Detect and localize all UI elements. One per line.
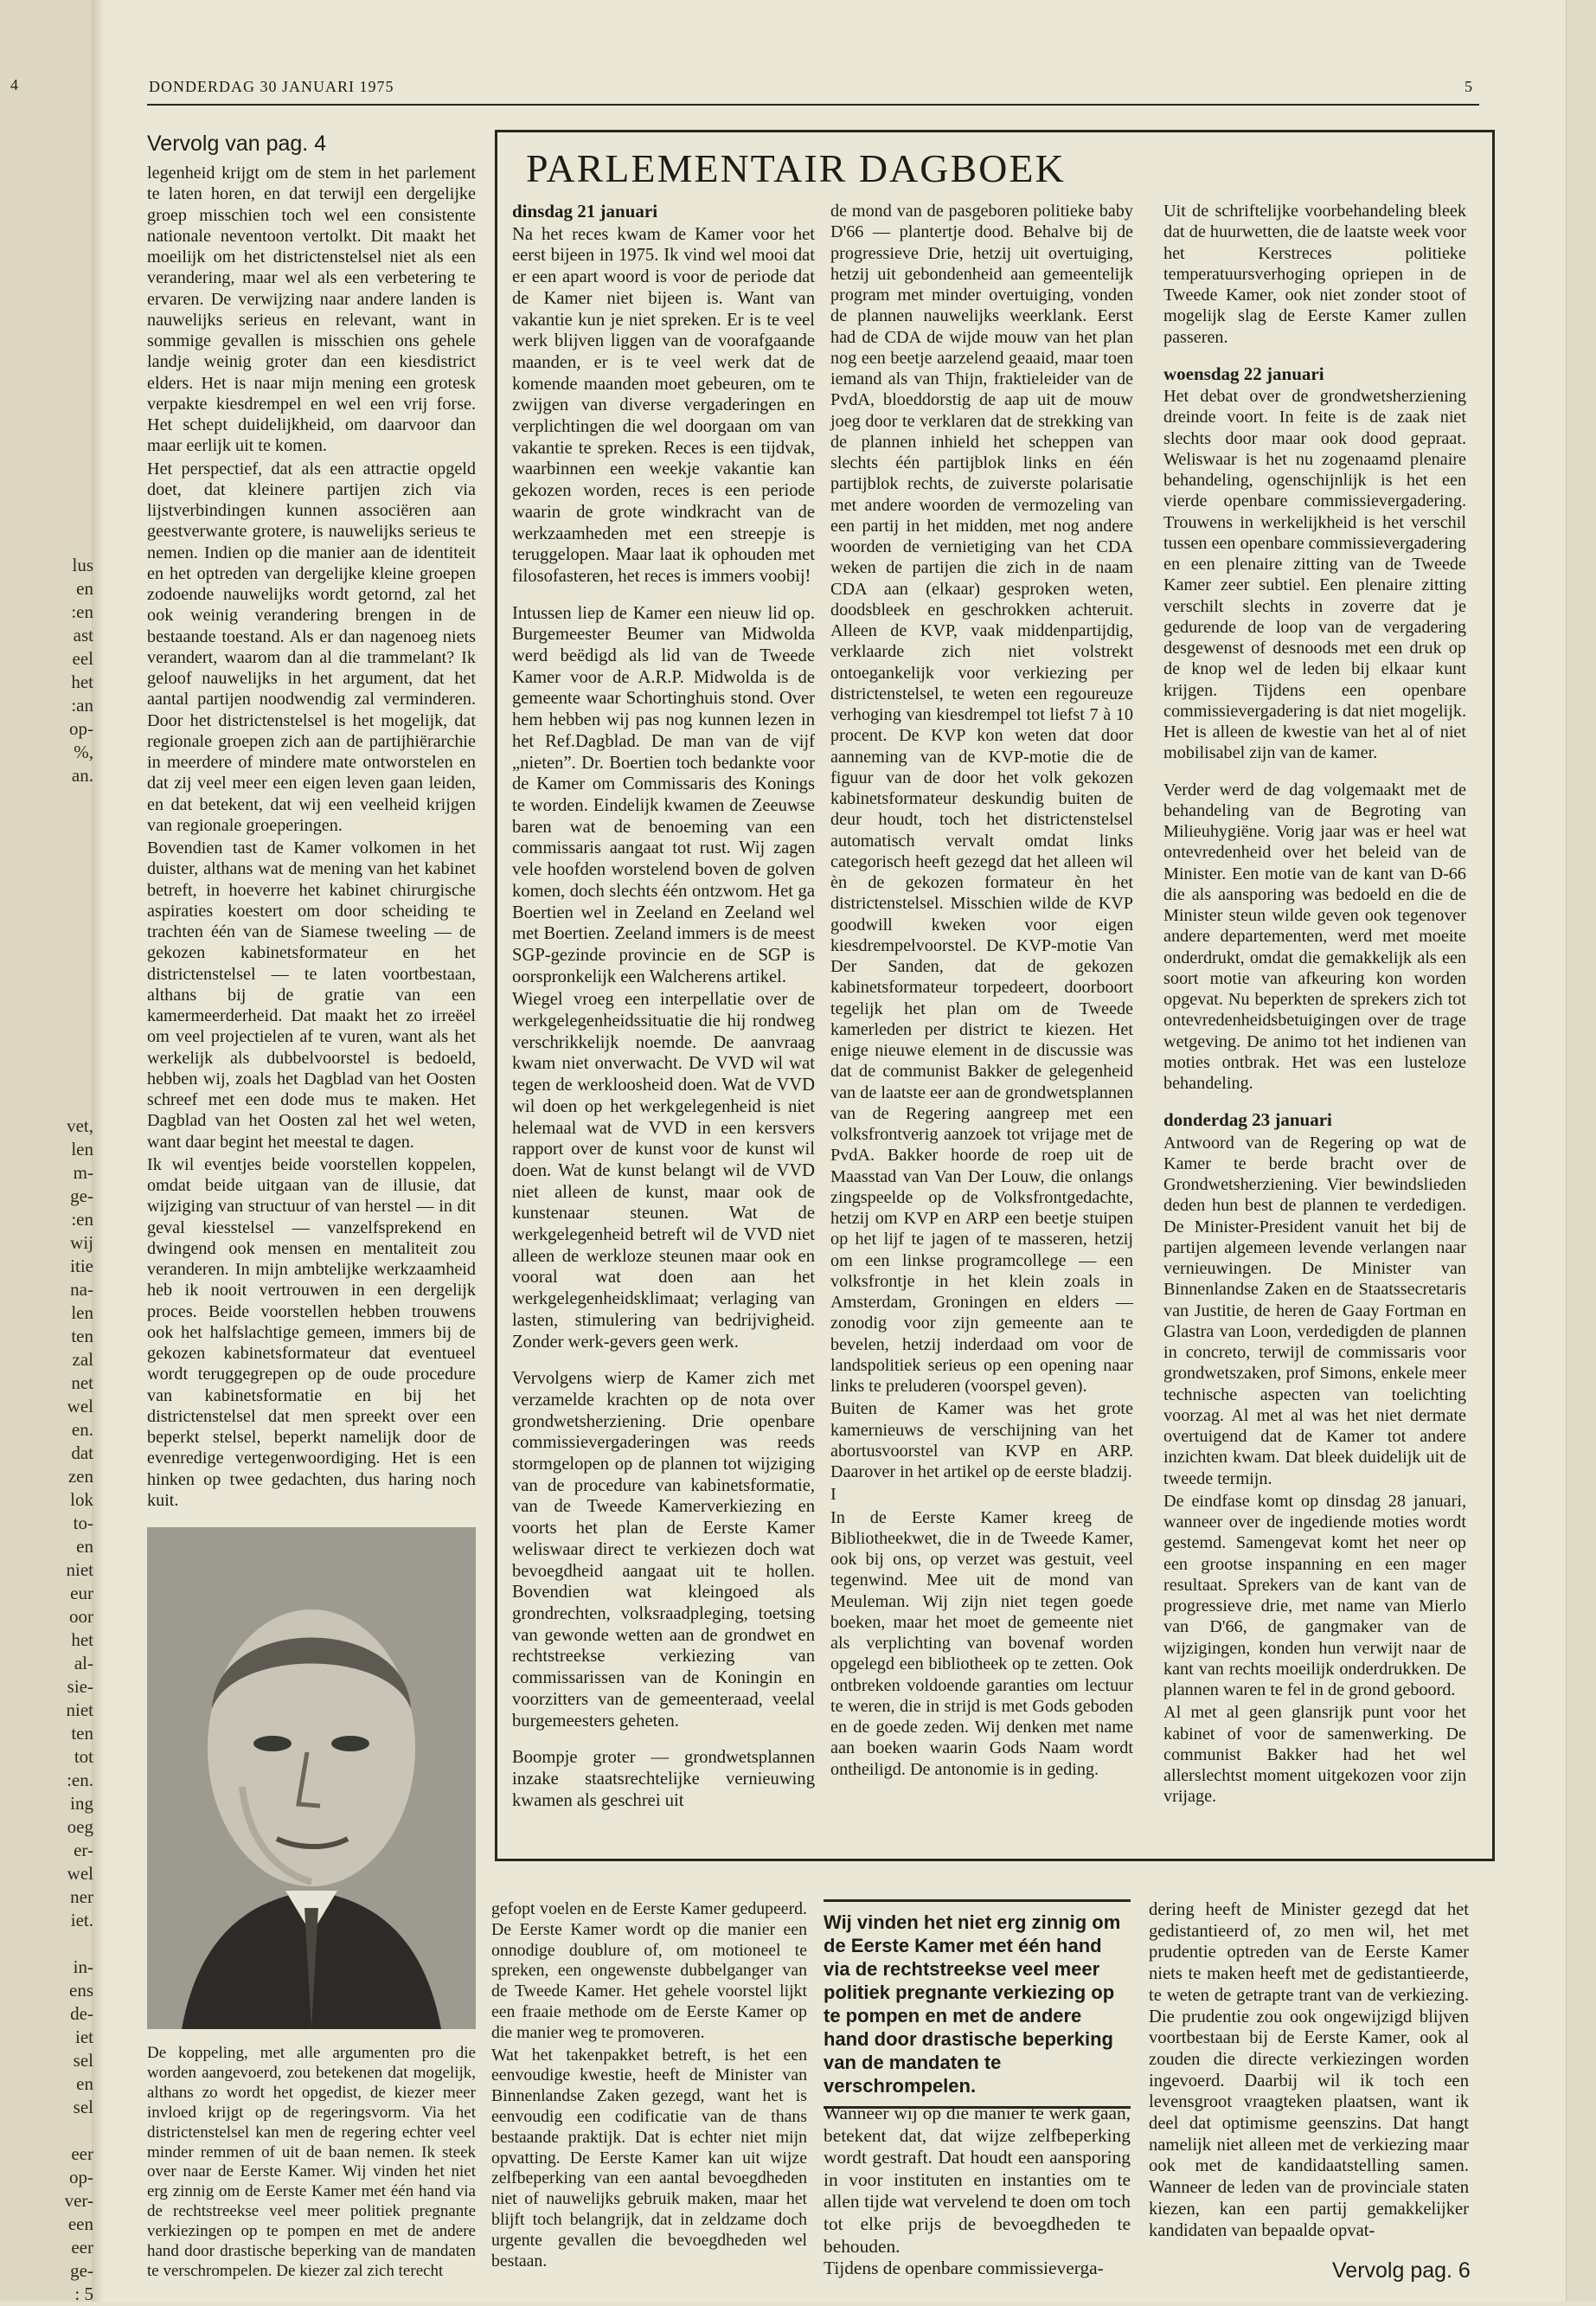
dagboek-column-1 <box>512 201 815 1813</box>
paragraph: Wiegel vroeg een interpellatie over de werkgelegenheidssituatie die hij rondweg verschrikkelijk noemde. De aanvraag kwam niet onverwacht. De VVD wil wat tegen de werkloosheid doen. Wat de VVD wil doen op het werkgelegenheid is niet helemaal wat de VVD in een kersvers rapport over de kunst voor de kunst wil doen. Wat de kunst belangt wil de VVD niet alleen de kunst, maar ook de kunstenaar steunen. Wat de werkgelegenheid betreft wil de VVD niet alleen de werkloze steunen maar ook en vooral wat doen aan het werkgelegenheidsklimaat; verlaging van lasten, stimulering van bedrijvigheid. Zonder werk-gevers geen werk. <box>512 990 815 1352</box>
header-date: DONDERDAG 30 JANUARI 1975 <box>149 78 394 95</box>
paragraph: de mond van de pasgeboren politieke baby D'66 — plantertje dood. Behalve bij de progressieve Drie, hetzij uit overtuiging, hetzij uit gebondenheid aan gemeentelijk program met minder overtuiging, vonden de plannen nauwelijks weerklank. Eerst had de CDA de wijde mouw van het plan nog een beetje aarzelend geaaid, maar toen iemand als van Thijn, fraktieleider van de PvdA, bloeddorstig de aap uit de mouw joeg door te verklaren dat de strekking van de plannen inhield het scheppen van slechts één partijblok links en één partijblok rechts, de zuiverste polarisatie met andere woorden de vermozeling van een partij in het midden, met nog andere woorden de vernietiging van het CDA weken de partijen die zich in de naam CDA aan (elkaar) gesproken weten, doodsbleek en geschrokken achteruit. Alleen de KVP, vaak middenpartijdig, verklaarde zich niet volstrekt ontoegankelijk voor verkiezing per districtenstelsel, te weten een regoureuze verhoging van kiesdrempel tot liefst 7 à 10 procent. De KVP kon weten dat door aanneming van de KVP-motie die de figuur van de door het volk gekozen kabinetsformateur deskundig buiten de deur houdt, toch het districtenstelsel automatisch vervalt omdat links categorisch heeft gezegd dat het alleen wil èn de gekozen formateur èn het districtenstelsel. Misschien wilde de KVP goodwill kweken voor eigen kiesdrempelvoorstel. De KVP-motie Van Der Sanden, dat de gekozen kabinetsformateur torpedeert, doorboort tegelijk het plan om de Tweede kamerleden per district te kiezen. Het enige nieuwe element in de discussie was dat de communist Bakker de gelegenheid van de laatste eer aan de grondwetsplannen van de Regering aangreep met een volksfrontverig aanzoek tot vrijage met de PvdA. Bakker hoorde de roep uit de Maasstad van Van Der Louw, die onlangs zingspeelde op de Volksfrontgedachte, hetzij om KVP en ARP een beetje stuipen op het lijf te jagen of te masseren, hetzij om een linkse programcollege — een volksfrontje in het klein zoals in Amsterdam, Groningen en elders — zonodig voor zijn gemeente aan te bevelen, hetzij inderdaad om voor de landspolitiek serieus op een opening naar links te preluderen (voorspel geven). <box>830 202 1133 1396</box>
left-column-bottom <box>147 2044 476 2284</box>
paragraph: legenheid krijgt om de stem in het parlement te laten horen, en dat terwijl een dergelijke groep misschien toch wel een consistente nationale neventoon vertolkt. Dit maakt het moeilijk om het districtenstelsel niet als een verandering, maar wel als een verbetering te ervaren. De verwijzing naar andere landen is nauwelijks serieus en relevant, want in sommige gevallen is misschien ons gehele landje weinig groter dan een kiesdistrict elders. Het is naar mijn mening een grotesk verpakte kiesdrempel en wel een vrij forse. Het schept duidelijkheid, om daarvoor dan maar eerlijk uit te komen. <box>147 164 476 456</box>
dagboek-column-2 <box>830 201 1133 1782</box>
left-column-top <box>147 163 476 1513</box>
paragraph: In de Eerste Kamer kreeg de Bibliotheekwet, die in de Tweede Kamer, ook bij ons, op verzet was gestuit, veel tegenwind. Mee uit de mond van Meuleman. Wij zijn niet tegen goede boeken, maar het moet de gemeente niet als verplichting van bovenaf worden opgelegd een bibliotheek op te zetten. Ook ontbreken voldoende garanties om lectuur te weren, die in strijd is met Gods geboden en de goede zeden. Wij denken met name aan boeken waarin Gods Naam wordt ontheiligd. De antonomie is in geding. <box>830 1507 1133 1779</box>
paragraph: Buiten de Kamer was het grote kamernieuws de verschijning van het abortusvoorstel van KVP en ARP. Daarover in het artikel op de eerste bladzij. <box>830 1399 1133 1481</box>
right-bottom-column: dering heeft de Minister gezegd dat het gedistantieerd of, zo men wil, het met prudentie optreden van de Eerste Kamer niets te maken heeft met de gedistantieerde, te weten de getrapte trant van de verkiezing. Die prudentie zou ook ongewijzigd blijven voortbestaan bij de Eerste Kamer, ook al zouden die directe verkiezingen worden ingevoerd. Daarbij wil ik toch een levensgroot vraagteken plaatsen, want ik deel dat optimisme geenszins. Dat hangt namelijk niet alleen met de verkiezing maar ook met de kandidaatstelling samen. Wanneer de leden van de provinciale staten kiezen, kan een partij gemakkelijker kandidaten van bepaalde opvat- <box>1149 1900 1469 2240</box>
portrait-photo <box>147 1527 476 2029</box>
adjacent-page-fragments: lus en :en ast eel het :an op- %, an. vet, len m- ge- :en wij itie na- len ten zal net wel en. dat zen lok to- en niet eur oor het al- sie- niet ten tot :en. ing oeg er- wel ner iet. in- ens de- iet sel en sel eer op- ver- een eer ge- : 5 <box>64 555 93 2304</box>
header-rule <box>147 104 1479 106</box>
dagboek-column-3 <box>1163 201 1466 1809</box>
date-heading: dinsdag 21 januari <box>512 201 658 222</box>
portrait-illustration <box>147 1527 476 2029</box>
paragraph: Het debat over de grondwetsherziening dreinde voort. In feite is de zaak niet slechts door maar ook dood gepraat. Weliswaar is het nu zogenaamd plenaire behandeling, ogenschijnlijk is het een vierde openbare commissievergadering. Trouwens in werkelijkheid is het verschil tussen een openbare commissievergadering en een plenaire zitting van de Tweede Kamer zeer subtiel. Een plenaire zitting verschilt slechts in zoverre dat je gedurende de loop van de vergadering desgewenst of desnoods met een druk op de knop wel de leden bij elkaar kunt krijgen. Tijdens een openbare commissievergadering is dat niet mogelijk. Het is alleen de kwestie van het al of niet mobilisabel zijn van de kamer. <box>1163 387 1466 763</box>
paragraph: De eindfase komt op dinsdag 28 januari, wanneer over de ingediende moties wordt gestemd. Samengevat komt het neer op een grootse inspanning en een mager resultaat. Sprekers van de kant van de progressieve drie, met name van Mierlo van D'66, de gangmaker van de wijzigingen, konden hun verwijt naar de kant van rechts moeilijk onderdrukken. De plannen waren te fel in de grond geboord. <box>1163 1491 1466 1699</box>
paragraph: De koppeling, met alle argumenten pro die worden aangevoerd, zou betekenen dat mogelijk, althans zo wordt het opgedist, de kiezer meer invloed krijgt op de regeringsvorm. Via het districtenstelsel kan men de regering echter veel minder remmen of uit de baan nemen. Ik steek over naar de Eerste Kamer. Wij vinden het niet erg zinnig om de Eerste Kamer met één hand via de rechtstreekse veel meer politiek pregnante verkiezingen op te pompen en met de andere hand door drastische beperking van de mandaten te verschrompelen. De kiezer zal zich terecht <box>147 2044 476 2280</box>
paragraph: Wat het takenpakket betreft, is het een eenvoudige kwestie, heeft de Minister van Binnenlandse Zaken gezegd, want het is eenvoudig een codificatie van de thans bestaande praktijk. Dat is echter niet mijn opvatting. De Eerste Kamer kan uit wijze zelfbeperking van een aantal bevoegdheden niet of nauwelijks gebruik maken, maar het blijft toch belangrijk, dat in zeldzame doch urgente gevallen die bevoegdheden wel bestaan. <box>491 2045 807 2271</box>
page-number-left: 4 <box>10 76 19 93</box>
paragraph: Vervolgens wierp de Kamer zich met verzamelde krachten op de nota over grondwetsherziening. Drie openbare commissievergaderingen was reeds stormgelopen op de plannen tot wijziging van de procedure van kabinetsformatie, van de Tweede Kamerverkiezing en voorts het plan de Eerste Kamer weliswaar direct te verkiezen doch wat bevoegdheid aangaat uit te hollen. Bovendien wat kleingoed als grondrechten, volksraadpleging, toetsing van gewonde wetten aan de grondwet en rechtstreekse verkiezing van commissarissen van de Koningin en voorzitters van de gemeenteraad, veelal burgemeesters geheten. <box>512 1369 815 1731</box>
paragraph: Het perspectief, dat als een attractie opgeld doet, dat kleinere partijen zich via lijstverbindingen kunnen associëren aan geestverwante grotere, is nauwelijks serieus te nemen. Indien op die manier aan de identiteit en het optreden van dergelijke kleine groepen zodoende nauwelijks wordt getornd, zal het ook weinig verandering brengen in de bestaande toestand. Als er dan nagenoeg niets verandert, waarom dan al die trammelant? Ik geloof nauwelijks in het argument, dat het aantal partijen noodwendig zal verminderen. Door het districtenstelsel is het mogelijk, dat regionale groepen zich aan de partijhiërarchie in meerdere of mindere mate ontworstelen en dat zij veel meer een eigen leven gaan leiden, en dat betekent, dat wij een veelheid krijgen van regionale groeperingen. <box>147 459 476 835</box>
middle-bottom-column <box>491 1899 807 2273</box>
paragraph: I <box>830 1485 836 1505</box>
paragraph: Verder werd de dag volgemaakt met de behandeling van de Begroting van Milieuhygiëne. Vorig jaar was er heel wat ontevredenheid over het beleid van de Minister. Een motie van de kant van D-66 die als aansporing was bedoeld en die de Minister steun wilde geven ook tegenover andere departementen, werd met moeite onderdrukt, omdat die gemakkelijk als een soort motie van afkeuring kon worden opgevat. Nu beperkten de sprekers zich tot ontevredenheidsbetuigingen over de trage wetgeving. De animo tot het indienen van moties ontbrak. Het was een lusteloze behandeling. <box>1163 780 1466 1093</box>
pull-quote: Wij vinden het niet erg zinnig om de Eerste Kamer met één hand via de rechtstreekse veel meer politiek pregnante verkiezing op te pompen en met de andere hand door drastische beperking van de mandaten te verschrompelen. <box>824 1899 1131 2109</box>
paragraph: Al met al geen glansrijk punt voor het kabinet of voor de samenwerking. De communist Bakker had het wel allerslechtst moment uitgekozen voor zijn vrijage. <box>1163 1703 1466 1807</box>
page-number-right: 5 <box>1465 78 1473 95</box>
paragraph: Uit de schriftelijke voorbehandeling bleek dat de huurwetten, die de laatste week voor het Kerstreces politieke temperatuursverhoging opriepen in de Tweede Kamer, ook niet zonder stoot of mogelijk slag de Eerste Kamer zullen passeren. <box>1163 202 1466 347</box>
date-heading: donderdag 23 januari <box>1163 1109 1332 1131</box>
paragraph: Na het reces kwam de Kamer voor het eerst bijeen in 1975. Ik vind wel mooi dat er een apart woord is voor de periode dat de Kamer niet bijeen is. Want van vakantie kun je niet spreken. Er is te veel werk blijven liggen van de voorafgaande maanden, er is te veel werk dat de komende maanden moet gebeuren, om te zwijgen van diverse vergaderingen en verplichtingen die wel doorgaan om van vakantie te spreken. Reces is een tijdvak, waarbinnen een weekje vakantie kan gekozen worden, reces is een periode waarin de grote windkracht van de werkzaamheden met een streepje is teruggelopen. Maar laat ik ophouden met filosofasteren, het reces is immers voobij! <box>512 224 815 586</box>
paragraph: Bovendien tast de Kamer volkomen in het duister, althans wat de mening van het kabinet betreft, in hoeverre het kabinet chirurgische aspiraties koestert om door scheiding te trachten één van de Siamese tweeling — de gekozen kabinetsformateur en het districtenstelsel — te laten voortbestaan, althans bij de gratie van een kamermeerderheid. Dat maakt het zo irreëel om veel projectielen af te vuren, want als het werkelijk als dubbelvoorstel is bedoeld, hebben wij, zoals het Dagblad van het Oosten schreef met een dode mus te maken. Het Dagblad van het Oosten zal het wel weten, want daar begint het meestal te dagen. <box>147 838 476 1152</box>
continued-from-label: Vervolg van pag. 4 <box>147 132 327 156</box>
paragraph: Boompje groter — grondwetsplannen inzake staatsrechtelijke vernieuwing kwamen als geschrei uit <box>512 1748 815 1810</box>
continued-to-label: Vervolg pag. 6 <box>1332 2258 1471 2283</box>
paragraph: Ik wil eventjes beide voorstellen koppelen, omdat beide uitgaan van de illusie, dat wijziging van structuur of van herstel — in dit geval kiesstelsel — vanzelfsprekend en dwingend ook mensen en mentaliteit zou veranderen. In mijn ambtelijke werkzaamheid heb ik nooit vertrouwen in een dergelijk proces. Beide voorstellen hebben trouwens ook het halfslachtige gemeen, immers bij de gekozen kabinetsformateur dat eventueel wordt teruggegrepen op de oude procedure van kabinetsformatie en bij het districtenstelsel dat men spreekt over een beperkt stelsel, beperkt namelijk door de evenredige vertegenwoordiging. Het is een hinken op twee gedachten, dus haring noch kuit. <box>147 1154 476 1510</box>
date-heading: woensdag 22 januari <box>1163 363 1324 384</box>
paragraph: Intussen liep de Kamer een nieuw lid op. Burgemeester Beumer van Midwolda werd beëdigd als lid van de Tweede Kamer voor de A.R.P. Midwolda is de gemeente waar Schortinghuis stond. Over hem hebben wij pas nog kunnen lezen in het Ref.Dagblad. De man van de vijf „nieten”. Dr. Boertien toch bedankte voor de Kamer om Commissaris des Konings te worden. Eindelijk kwamen de Zeeuwse baren wat de benoeming van een commissaris aangaat tot rust. Wij zagen vele hoofden worstelend boven de golven komen, doch slechts één ontzwom. Het ga Boertien wel in Zeeland en Zeeland wel met Boertien. Zeeland immers is de meest SGP-gezinde provincie en de SGP is oorspronkelijk een Walcherens artikel. <box>512 603 815 986</box>
dagboek-title: PARLEMENTAIR DAGBOEK <box>526 146 1066 190</box>
paragraph: Antwoord van de Regering op wat de Kamer te berde bracht over de Grondwetsherziening. Vier bewindslieden deden hun best de plannen te verdedigen. De Minister-President vanuit het bij de partijen algemeen levende verlangen naar vernieuwingen. De Minister van Binnenlandse Zaken en de Staatssecretaris van Justitie, de heren de Gaay Fortman en Glastra van Loon, verdedigden de plannen in concreto, terwijl de commissaris voor grondwetszaken, prof Simons, enkele meer technische aspecten van toelichting voorzag. Al met al was het niet dermate overtuigend dat de Kamer tot andere inzichten kwam. Dat bleek duidelijk uit de tweede termijn. <box>1163 1133 1466 1488</box>
page-fold-shadow <box>92 0 104 2302</box>
paragraph: gefopt voelen en de Eerste Kamer gedupeerd. De Eerste Kamer wordt op die manier een onnodige doublure of, om motioneel te spreken, een ongewenste dubbelganger van de Tweede Kamer. Het gehele voorstel lijkt een fraaie methode om de Eerste Kamer op die manier weg te promoveren. <box>491 1899 807 2042</box>
next-page-edge <box>1566 0 1596 2302</box>
below-quote-text: Wanneer wij op die manier te werk gaan, betekent dat, dat wijze zelfbeperking wordt gestraft. Dat houdt een aansporing in voor instituten en instanties om te allen tijde wat vervelend te doen om toch tot elke prijs de bevoegdheden te behouden. Tijdens de openbare commissieverga- <box>824 2103 1131 2279</box>
